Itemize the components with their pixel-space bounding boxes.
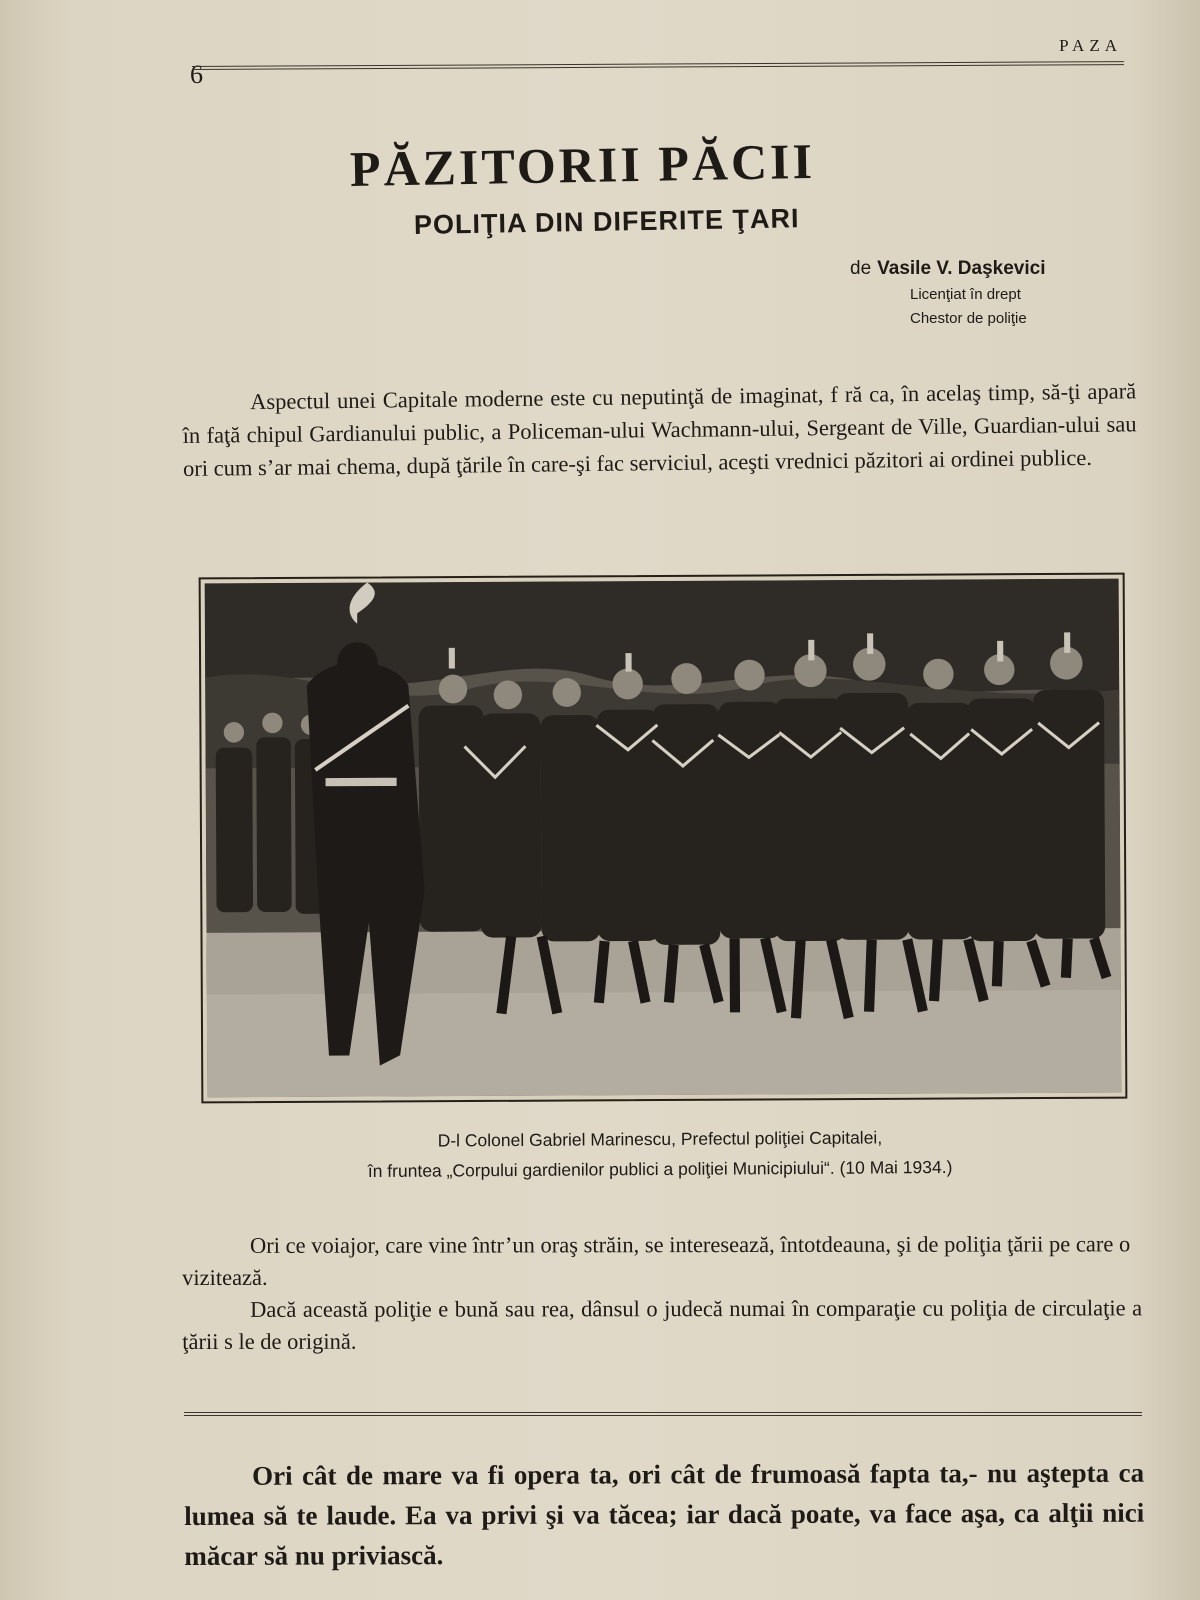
section-rule bbox=[184, 1412, 1142, 1416]
caption-line-2: în fruntea „Corpului gardienilor publici a poliţiei Municipiului“. (10 Mai 1934.) bbox=[367, 1156, 953, 1182]
photo-caption bbox=[190, 1121, 1130, 1188]
article-title: PĂZITORII PĂCII bbox=[349, 132, 816, 197]
photo-frame bbox=[199, 573, 1128, 1104]
author-credential-law: Licenţiat în drept bbox=[910, 286, 1021, 303]
intro-paragraph: Aspectul unei Capitale moderne este cu neputinţă de imaginat, f ră ca, în acelaş timp, să-ţi apară în faţă chipul Gardianului public, a Policeman-ului Wachmann-ului, Sergeant de Ville, Guardian-ului sau ori cum s’ar mai chema, după ţările în care-şi fac serviciul, aceşti vrednici păzitori ai ordinei publice. bbox=[182, 378, 1137, 481]
body-paragraph-1: Ori ce voiajor, care vine într’un oraş străin, se interesează, întotdeauna, şi de poliţia ţării pe care o vizitează. bbox=[182, 1231, 1131, 1290]
byline-prefix: de bbox=[850, 258, 872, 279]
author-name: Vasile V. Daşkevici bbox=[877, 258, 1046, 279]
article-subtitle: POLIŢIA DIN DIFERITE ŢARI bbox=[413, 203, 800, 240]
closing-quote: Ori cât de mare va fi opera ta, ori cât de frumoasă fapta ta,- nu aştepta ca lumea să te laude. Ea va privi şi va tăcea; iar dacă poate, va face aşa, ca alţii nici măcar să nu priviască. bbox=[184, 1457, 1145, 1571]
page-number: 6 bbox=[190, 60, 203, 89]
parade-photo bbox=[205, 579, 1122, 1098]
caption-line-1: D-l Colonel Gabriel Marinescu, Prefectul poliţiei Capitalei, bbox=[437, 1127, 883, 1151]
body-text bbox=[182, 1228, 1142, 1358]
magazine-name: PAZA bbox=[1059, 36, 1122, 55]
body-paragraph-2: Dacă această poliţie e bună sau rea, dânsul o judecă numai în comparaţie cu poliţia de circulaţie a ţării s le de origină. bbox=[182, 1295, 1143, 1354]
header-rule bbox=[192, 61, 1124, 70]
byline bbox=[850, 258, 1130, 280]
parade-photo-illustration bbox=[205, 579, 1122, 1098]
author-credential-police: Chestor de poliţie bbox=[910, 310, 1027, 327]
